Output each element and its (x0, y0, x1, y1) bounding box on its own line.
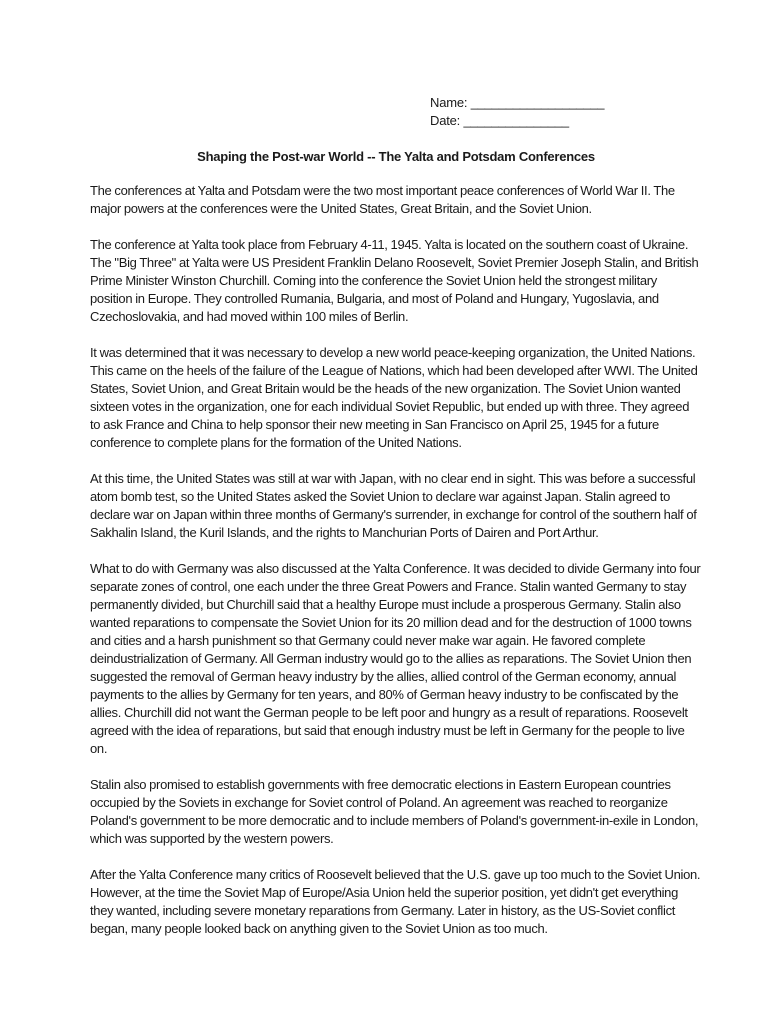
student-info (430, 94, 604, 130)
name-line: Name: ___________________ (430, 95, 605, 110)
paragraph-7: After the Yalta Conference many critics of Roosevelt believed that the U.S. gave up too much to the Soviet Union. However, at the time the Soviet Map of Europe/Asia Union held the superior position, yet didn't get everything they wanted, including severe monetary reparations from Germany. Later in history, as the US-Soviet conflict began, many people looked back on anything given to the Soviet Union as too much. (90, 867, 701, 936)
paragraph-1: The conferences at Yalta and Potsdam were the two most important peace conferences of World War II. The major powers at the conferences were the United States, Great Britain, and the Soviet Union. (90, 183, 675, 216)
document-title: Shaping the Post-war World -- The Yalta and Potsdam Conferences (197, 149, 595, 164)
paragraph-2: The conference at Yalta took place from February 4-11, 1945. Yalta is located on the southern coast of Ukraine. The "Big Three" at Yalta were US President Franklin Delano Roosevelt, Soviet Premier Joseph Stalin, and British Prime Minister Winston Churchill. Coming into the conference the Soviet Union held the strongest military position in Europe. They controlled Rumania, Bulgaria, and most of Poland and Hungary, Yugoslavia, and Czechoslovakia, and had moved within 100 miles of Berlin. (90, 237, 699, 324)
paragraph-6: Stalin also promised to establish governments with free democratic elections in Eastern European countries occupied by the Soviets in exchange for Soviet control of Poland. An agreement was reached to reorganize Poland's government to be more democratic and to include members of Poland's government-in-exile in London, which was supported by the western powers. (90, 777, 699, 846)
document-body (90, 182, 702, 956)
paragraph-3: It was determined that it was necessary to develop a new world peace-keeping organization, the United Nations. This came on the heels of the failure of the League of Nations, which had been developed after WWI. The United States, Soviet Union, and Great Britain would be the heads of the new organization. The Soviet Union wanted sixteen votes in the organization, one for each individual Soviet Republic, but ended up with three. They agreed to ask France and China to help sponsor their new meeting in San Francisco on April 25, 1945 for a future conference to complete plans for the formation of the United Nations. (90, 345, 698, 450)
date-line: Date: _______________ (430, 113, 569, 128)
paragraph-4: At this time, the United States was still at war with Japan, with no clear end in sight. This was before a successful atom bomb test, so the United States asked the Soviet Union to declare war against Japan. Stalin agreed to declare war on Japan within three months of Germany's surrender, in exchange for control of the southern half of Sakhalin Island, the Kuril Islands, and the rights to Manchurian Ports of Dairen and Port Arthur. (90, 471, 697, 540)
paragraph-5: What to do with Germany was also discussed at the Yalta Conference. It was decided to divide Germany into four separate zones of control, one each under the three Great Powers and France. Stalin wanted Germany to stay permanently divided, but Churchill said that a healthy Europe must include a prosperous Germany. Stalin also wanted reparations to compensate the Soviet Union for its 20 million dead and for the destruction of 1000 towns and cities and a harsh punishment so that Germany could never make war again. He favored complete deindustrialization of Germany. All German industry would go to the allies as reparations. The Soviet Union then suggested the removal of German heavy industry by the allies, allied control of the German economy, annual payments to the allies by Germany for ten years, and 80% of German heavy industry to be confiscated by the allies. Churchill did not want the German people to be left poor and hungry as a result of reparations. Roosevelt agreed with the idea of reparations, but said that enough industry must be left in Germany for the people to live on. (90, 561, 701, 756)
